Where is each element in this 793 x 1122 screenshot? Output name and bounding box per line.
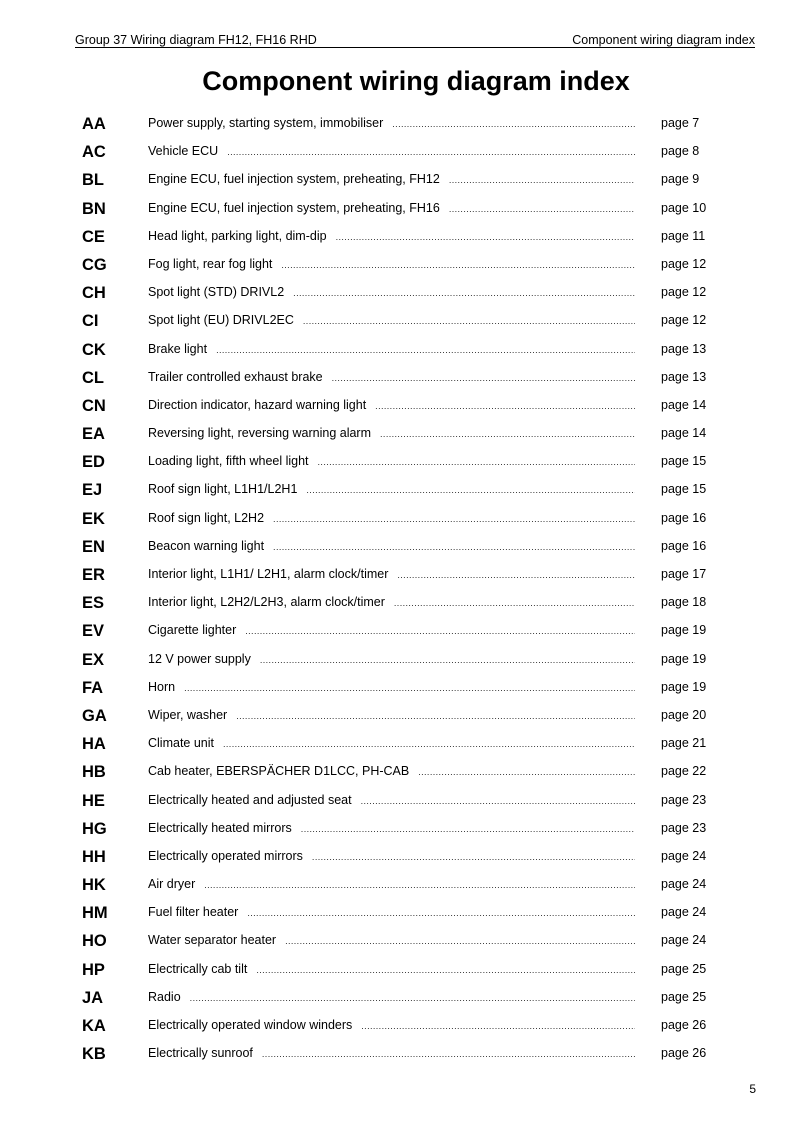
- component-code: AC: [82, 143, 106, 162]
- dot-leader: [301, 824, 635, 834]
- page-reference: page 10: [661, 200, 707, 215]
- component-code: CI: [82, 312, 99, 331]
- index-row: [0, 927, 793, 955]
- dot-leader: [273, 542, 635, 552]
- index-row: [0, 448, 793, 476]
- index-row: [0, 617, 793, 645]
- entry-text: [148, 482, 635, 496]
- component-code: EN: [82, 537, 105, 556]
- component-description: Roof sign light, L1H1/L2H1: [148, 482, 298, 497]
- entry-text: [148, 821, 635, 835]
- component-code: ED: [82, 453, 105, 472]
- entry-text: [148, 257, 635, 271]
- entry-text: [148, 623, 635, 637]
- component-description: Vehicle ECU: [148, 144, 219, 159]
- index-row: [0, 110, 793, 138]
- entry-text: [148, 680, 635, 694]
- page-reference: page 24: [661, 848, 707, 863]
- entry-text: [148, 116, 635, 130]
- component-description: Engine ECU, fuel injection system, preheating, FH12: [148, 172, 440, 187]
- component-description: Trailer controlled exhaust brake: [148, 369, 323, 384]
- entry-text: [148, 1018, 635, 1032]
- page-reference: page 26: [661, 1046, 707, 1061]
- component-code: EX: [82, 650, 105, 669]
- page-reference: page 8: [661, 144, 700, 159]
- index-row: [0, 899, 793, 927]
- page-reference: page 16: [661, 510, 707, 525]
- entry-text: [148, 144, 635, 158]
- component-code: JA: [82, 988, 104, 1007]
- page-number: 5: [749, 1082, 756, 1096]
- component-description: Engine ECU, fuel injection system, preheating, FH16: [148, 200, 440, 215]
- component-code: AA: [82, 115, 106, 133]
- page-reference: page 7: [661, 116, 700, 130]
- dot-leader: [204, 880, 635, 890]
- entry-text: [148, 933, 635, 947]
- index-row: [0, 730, 793, 758]
- page-reference: page 14: [661, 426, 707, 441]
- dot-leader: [281, 260, 635, 270]
- index-row: [0, 702, 793, 730]
- dot-leader: [293, 288, 635, 298]
- dot-leader: [223, 739, 635, 749]
- page-reference: page 12: [661, 285, 707, 300]
- dot-leader: [312, 852, 635, 862]
- index-row: [0, 336, 793, 364]
- page-reference: page 9: [661, 172, 700, 187]
- component-description: Beacon warning light: [148, 538, 265, 553]
- component-code: HM: [82, 904, 108, 923]
- index-row: [0, 589, 793, 617]
- page-reference: page 15: [661, 482, 707, 497]
- index-row: [0, 758, 793, 786]
- dot-leader: [245, 626, 635, 636]
- entry-text: [148, 962, 635, 976]
- dot-leader: [247, 908, 635, 918]
- component-code: CL: [82, 368, 104, 387]
- page-reference: page 23: [661, 820, 707, 835]
- entry-text: [148, 454, 635, 468]
- page-reference: page 16: [661, 538, 707, 553]
- index-row: [0, 251, 793, 279]
- dot-leader: [361, 1021, 635, 1031]
- page-reference: page 19: [661, 651, 707, 666]
- component-code: HK: [82, 876, 106, 895]
- component-description: Electrically cab tilt: [148, 961, 248, 976]
- component-description: Fog light, rear fog light: [148, 256, 273, 271]
- component-code: EK: [82, 509, 105, 528]
- component-code: HH: [82, 847, 106, 866]
- component-description: Air dryer: [148, 877, 196, 892]
- component-description: Wiper, washer: [148, 707, 228, 722]
- page-reference: page 19: [661, 679, 707, 694]
- entry-text: [148, 511, 635, 525]
- entry-text: [148, 708, 635, 722]
- page-reference: page 17: [661, 567, 707, 581]
- page-reference: page 13: [661, 341, 707, 356]
- component-description: Direction indicator, hazard warning light: [148, 397, 367, 412]
- dot-leader: [306, 485, 635, 495]
- entry-text: [148, 342, 635, 356]
- component-code: KB: [82, 1045, 106, 1064]
- entry-text: [148, 567, 635, 581]
- page-reference: page 19: [661, 623, 707, 638]
- component-description: Loading light, fifth wheel light: [148, 454, 309, 469]
- entry-text: [148, 1046, 635, 1060]
- index-row: [0, 1012, 793, 1040]
- index-row: [0, 195, 793, 223]
- component-code: GA: [82, 706, 107, 725]
- component-code: FA: [82, 678, 104, 697]
- component-code: HP: [82, 960, 105, 979]
- entry-text: [148, 736, 635, 750]
- entry-text: [148, 313, 635, 327]
- dot-leader: [227, 147, 635, 157]
- dot-leader: [260, 655, 635, 665]
- header-rule: [75, 47, 755, 48]
- entry-text: [148, 877, 635, 891]
- index-row: [0, 984, 793, 1012]
- index-row: [0, 279, 793, 307]
- entry-text: [148, 172, 635, 186]
- component-code: HA: [82, 735, 106, 754]
- component-description: Interior light, L1H1/ L2H1, alarm clock/timer: [148, 567, 389, 581]
- dot-leader: [303, 316, 635, 326]
- component-code: EA: [82, 425, 105, 444]
- entry-text: [148, 426, 635, 440]
- index-row: [0, 956, 793, 984]
- index-row: [0, 420, 793, 448]
- index-row: [0, 223, 793, 251]
- page-reference: page 12: [661, 256, 707, 271]
- index-row: [0, 476, 793, 504]
- dot-leader: [318, 457, 635, 467]
- index-row: [0, 815, 793, 843]
- index-row: [0, 166, 793, 194]
- entry-text: [148, 905, 635, 919]
- page-reference: page 21: [661, 736, 707, 751]
- component-description: Electrically heated and adjusted seat: [148, 792, 352, 807]
- page-reference: page 24: [661, 933, 707, 948]
- page-reference: page 26: [661, 1018, 707, 1032]
- index-row: [0, 307, 793, 335]
- component-code: HE: [82, 791, 105, 810]
- index-row: [0, 364, 793, 392]
- component-description: Spot light (EU) DRIVL2EC: [148, 313, 294, 328]
- entry-text: [148, 595, 635, 609]
- component-code: CN: [82, 396, 106, 415]
- page-reference: page 24: [661, 905, 707, 920]
- component-code: CE: [82, 227, 105, 246]
- component-description: Cigarette lighter: [148, 623, 237, 638]
- dot-leader: [449, 204, 635, 214]
- component-description: Electrically operated window winders: [148, 1018, 353, 1032]
- component-description: Electrically sunroof: [148, 1046, 253, 1061]
- component-code: CG: [82, 255, 107, 274]
- component-description: Interior light, L2H2/L2H3, alarm clock/timer: [148, 595, 385, 610]
- component-code: HB: [82, 763, 106, 782]
- dot-leader: [262, 1049, 635, 1059]
- page-reference: page 13: [661, 369, 707, 384]
- component-code: CK: [82, 340, 106, 359]
- entry-text: [148, 764, 635, 778]
- dot-leader: [397, 570, 635, 580]
- dot-leader: [394, 598, 635, 608]
- component-description: Brake light: [148, 341, 208, 356]
- component-code: ES: [82, 594, 105, 613]
- dot-leader: [184, 683, 635, 693]
- component-description: Reversing light, reversing warning alarm: [148, 426, 372, 441]
- entry-text: [148, 229, 635, 243]
- component-code: KA: [82, 1017, 106, 1035]
- dot-leader: [332, 373, 635, 383]
- dot-leader: [273, 514, 635, 524]
- component-description: Electrically heated mirrors: [148, 820, 292, 835]
- dot-leader: [418, 767, 635, 777]
- component-code: BN: [82, 199, 106, 218]
- page-reference: page 18: [661, 595, 707, 610]
- component-description: 12 V power supply: [148, 651, 251, 666]
- component-code: HG: [82, 819, 107, 838]
- page-reference: page 12: [661, 313, 707, 328]
- dot-leader: [336, 232, 635, 242]
- index-row: [0, 646, 793, 674]
- dot-leader: [380, 429, 635, 439]
- dot-leader: [285, 936, 635, 946]
- component-code: EJ: [82, 481, 103, 500]
- component-description: Electrically operated mirrors: [148, 848, 303, 863]
- component-code: EV: [82, 622, 105, 641]
- index-row: [0, 843, 793, 871]
- entry-text: [148, 793, 635, 807]
- index-row: [0, 561, 793, 589]
- entry-text: [148, 370, 635, 384]
- entry-text: [148, 990, 635, 1004]
- index-row: [0, 871, 793, 899]
- entry-text: [148, 398, 635, 412]
- component-description: Water separator heater: [148, 933, 277, 948]
- entry-text: [148, 285, 635, 299]
- page-reference: page 14: [661, 397, 707, 412]
- dot-leader: [392, 119, 635, 129]
- component-description: Radio: [148, 989, 181, 1004]
- page-reference: page 11: [661, 228, 706, 243]
- component-code: CH: [82, 284, 106, 303]
- index-list: [0, 110, 793, 1068]
- component-description: Roof sign light, L2H2: [148, 510, 265, 525]
- dot-leader: [236, 711, 635, 721]
- page-title: Component wiring diagram index: [202, 66, 630, 96]
- component-description: Climate unit: [148, 736, 214, 751]
- page-reference: page 25: [661, 961, 707, 976]
- component-description: Spot light (STD) DRIVL2: [148, 285, 285, 300]
- page-reference: page 15: [661, 454, 707, 469]
- page-reference: page 20: [661, 707, 707, 722]
- component-code: BL: [82, 171, 104, 190]
- component-code: ER: [82, 566, 105, 584]
- running-header-right: Component wiring diagram index: [572, 33, 755, 47]
- dot-leader: [449, 175, 635, 185]
- page-reference: page 23: [661, 792, 707, 807]
- index-row: [0, 533, 793, 561]
- index-row: [0, 787, 793, 815]
- page-reference: page 22: [661, 764, 707, 779]
- page-reference: page 24: [661, 877, 707, 892]
- dot-leader: [256, 965, 635, 975]
- component-description: Head light, parking light, dim-dip: [148, 228, 327, 243]
- running-header-left: Group 37 Wiring diagram FH12, FH16 RHD: [75, 33, 317, 47]
- component-description: Power supply, starting system, immobiliser: [148, 116, 384, 130]
- component-code: HO: [82, 932, 107, 951]
- entry-text: [148, 201, 635, 215]
- component-description: Cab heater, EBERSPÄCHER D1LCC, PH-CAB: [148, 764, 410, 779]
- index-row: [0, 1040, 793, 1068]
- index-row: [0, 674, 793, 702]
- dot-leader: [375, 401, 635, 411]
- dot-leader: [216, 345, 635, 355]
- dot-leader: [361, 796, 635, 806]
- entry-text: [148, 652, 635, 666]
- index-row: [0, 392, 793, 420]
- component-description: Fuel filter heater: [148, 905, 239, 920]
- entry-text: [148, 849, 635, 863]
- entry-text: [148, 539, 635, 553]
- dot-leader: [190, 993, 635, 1003]
- index-row: [0, 505, 793, 533]
- index-row: [0, 138, 793, 166]
- page-reference: page 25: [661, 989, 707, 1004]
- component-description: Horn: [148, 679, 176, 694]
